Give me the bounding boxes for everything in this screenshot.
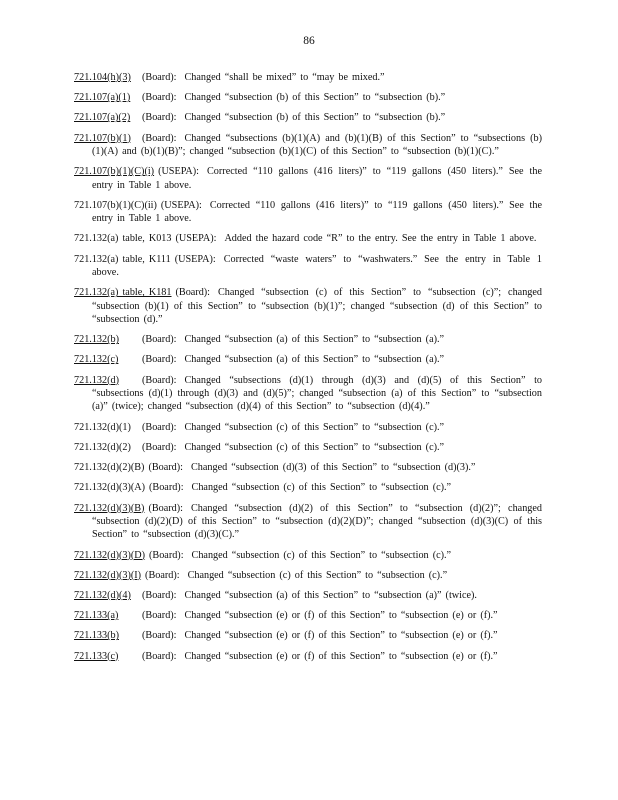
amendment-source: (Board):	[142, 132, 177, 144]
amendment-source: (USEPA):	[158, 166, 200, 178]
amendment-description: Changed “subsection (a) of this Section” to “subsection (a).”	[184, 334, 445, 346]
section-citation: 721.132(d)(3)(B)	[74, 502, 145, 514]
section-citation: 721.107(b)(1)(C)(ii)	[74, 199, 157, 211]
section-citation: 721.132(d)(3)(A)	[74, 482, 146, 494]
amendment-entry	[74, 232, 542, 245]
amendment-description: Changed “shall be mixed” to “may be mixed.”	[184, 72, 385, 83]
section-citation: 721.132(c)	[74, 354, 119, 366]
section-citation: 721.132(a) table, K181	[74, 287, 172, 299]
amendment-source: (Board):	[149, 482, 184, 494]
section-citation: 721.132(d)(3)(D)	[74, 549, 146, 561]
amendment-source: (Board):	[142, 421, 177, 433]
amendment-entry	[74, 71, 542, 84]
section-citation: 721.132(d)	[74, 374, 119, 386]
amendment-source: (USEPA):	[175, 233, 217, 245]
amendment-entry	[74, 502, 542, 542]
amendment-entry	[74, 569, 542, 582]
amendment-entry	[74, 199, 542, 226]
amendment-entry	[74, 132, 542, 159]
amendment-entry	[74, 549, 542, 562]
amendment-source: (Board):	[142, 374, 177, 386]
amendment-description: Corrected “waste waters” to “washwaters.” See the entry in Table 1 above.	[92, 253, 542, 279]
amendment-entry	[74, 165, 542, 192]
section-citation: 721.132(a) table, K013	[74, 233, 172, 245]
amendment-description: Changed “subsection (c) of this Section” to “subsection (c).”	[191, 482, 452, 494]
amendment-entry	[74, 421, 542, 434]
amendment-description: Changed “subsection (d)(2) of this Section” to “subsection (d)(2)”; changed “subsection (d)(2)(D) of this Section” to “subsection (d)(2)(D)”; changed “subsection (d)(3)(C) of this Section” to “subsection (d)(3)(C).”	[92, 502, 542, 541]
amendment-entry	[74, 629, 542, 642]
amendment-description: Changed “subsection (e) or (f) of this Section” to “subsection (e) or (f).”	[184, 650, 498, 662]
amendment-entry	[74, 111, 542, 124]
section-citation: 721.107(b)(1)(C)(i)	[74, 166, 155, 178]
amendment-description: Changed “subsection (d)(3) of this Section” to “subsection (d)(3).”	[190, 462, 476, 474]
amendment-source: (Board):	[142, 72, 177, 83]
amendment-source: (Board):	[142, 92, 177, 104]
section-citation: 721.104(h)(3)	[74, 72, 131, 83]
amendment-entry	[74, 253, 542, 280]
section-citation: 721.132(d)(4)	[74, 589, 131, 601]
amendment-entry	[74, 609, 542, 622]
amendment-entry	[74, 481, 542, 494]
section-citation: 721.107(b)(1)	[74, 132, 131, 144]
amendment-list	[74, 71, 542, 670]
amendment-source: (Board):	[145, 569, 180, 581]
amendment-source: (USEPA):	[174, 253, 216, 265]
amendment-entry	[74, 286, 542, 326]
section-citation: 721.132(a) table, K111	[74, 253, 171, 265]
amendment-source: (USEPA):	[160, 199, 202, 211]
amendment-source: (Board):	[142, 334, 177, 346]
amendment-entry	[74, 374, 542, 414]
page-number: 86	[303, 35, 315, 47]
amendment-source: (Board):	[148, 502, 183, 514]
section-citation: 721.107(a)(1)	[74, 92, 131, 104]
amendment-source: (Board):	[142, 112, 177, 124]
amendment-description: Changed “subsection (a) of this Section” to “subsection (a).”	[184, 354, 445, 366]
amendment-source: (Board):	[175, 287, 211, 299]
amendment-entry	[74, 650, 542, 663]
amendment-entry	[74, 353, 542, 366]
amendment-entry	[74, 91, 542, 104]
amendment-entry	[74, 589, 542, 602]
amendment-source: (Board):	[142, 630, 177, 642]
amendment-entry	[74, 441, 542, 454]
amendment-source: (Board):	[142, 354, 177, 366]
section-citation: 721.132(d)(1)	[74, 421, 131, 433]
amendment-description: Changed “subsection (c) of this Section” to “subsection (c).”	[184, 421, 445, 433]
amendment-source: (Board):	[148, 462, 183, 474]
section-citation: 721.132(b)	[74, 334, 119, 346]
amendment-description: Changed “subsection (e) or (f) of this Section” to “subsection (e) or (f).”	[184, 630, 498, 642]
amendment-source: (Board):	[142, 441, 177, 453]
amendment-entry	[74, 461, 542, 474]
section-citation: 721.132(d)(2)	[74, 441, 131, 453]
amendment-description: Changed “subsections (b)(1)(A) and (b)(1)(B) of this Section” to “subsections (b)(1)(A) and (b)(1)(B)”; changed “subsection (b)(1)(C) of this Section” to “subsection (b)(1)(C).”	[92, 132, 542, 158]
amendment-source: (Board):	[149, 549, 184, 561]
amendment-description: Changed “subsection (e) or (f) of this Section” to “subsection (e) or (f).”	[184, 610, 498, 622]
amendment-description: Changed “subsection (c) of this Section” to “subsection (c).”	[191, 549, 452, 561]
amendment-description: Changed “subsection (a) of this Section” to “subsection (a)” (twice).	[184, 589, 477, 601]
amendment-description: Changed “subsections (d)(1) through (d)(3) and (d)(5) of this Section” to “subsections (d)(1) through (d)(3) and (d)(5)”; changed “subsection (a) of this Section” to “subsection (a)” (twice); changed “subsection (d)(4) of this Section” to “subsection (d)(4).”	[92, 374, 542, 413]
section-citation: 721.132(d)(2)(B)	[74, 462, 145, 474]
amendment-source: (Board):	[142, 589, 177, 601]
section-citation: 721.133(a)	[74, 610, 119, 622]
amendment-description: Changed “subsection (c) of this Section” to “subsection (c)”; changed “subsection (b)(1) of this Section” to “subsection (b)(1)”; changed “subsection (d) of this Section” to “subsection (d).”	[92, 287, 542, 326]
section-citation: 721.132(d)(3)(I)	[74, 569, 142, 581]
amendment-description: Corrected “110 gallons (416 liters)” to “119 gallons (450 liters).” See the entry in Table 1 above.	[92, 166, 542, 191]
amendment-source: (Board):	[142, 610, 177, 622]
section-citation: 721.133(c)	[74, 650, 119, 662]
amendment-description: Changed “subsection (b) of this Section” to “subsection (b).”	[184, 112, 446, 124]
amendment-description: Changed “subsection (c) of this Section” to “subsection (c).”	[184, 441, 445, 453]
section-citation: 721.133(b)	[74, 630, 119, 642]
amendment-description: Added the hazard code “R” to the entry. See the entry in Table 1 above.	[224, 233, 537, 245]
amendment-entry	[74, 333, 542, 346]
amendment-description: Changed “subsection (b) of this Section” to “subsection (b).”	[184, 92, 446, 104]
section-citation: 721.107(a)(2)	[74, 112, 131, 124]
amendment-description: Corrected “110 gallons (416 liters)” to “119 gallons (450 liters).” See the entry in Table 1 above.	[92, 199, 542, 225]
amendment-source: (Board):	[142, 650, 177, 662]
amendment-description: Changed “subsection (c) of this Section” to “subsection (c).”	[187, 569, 448, 581]
